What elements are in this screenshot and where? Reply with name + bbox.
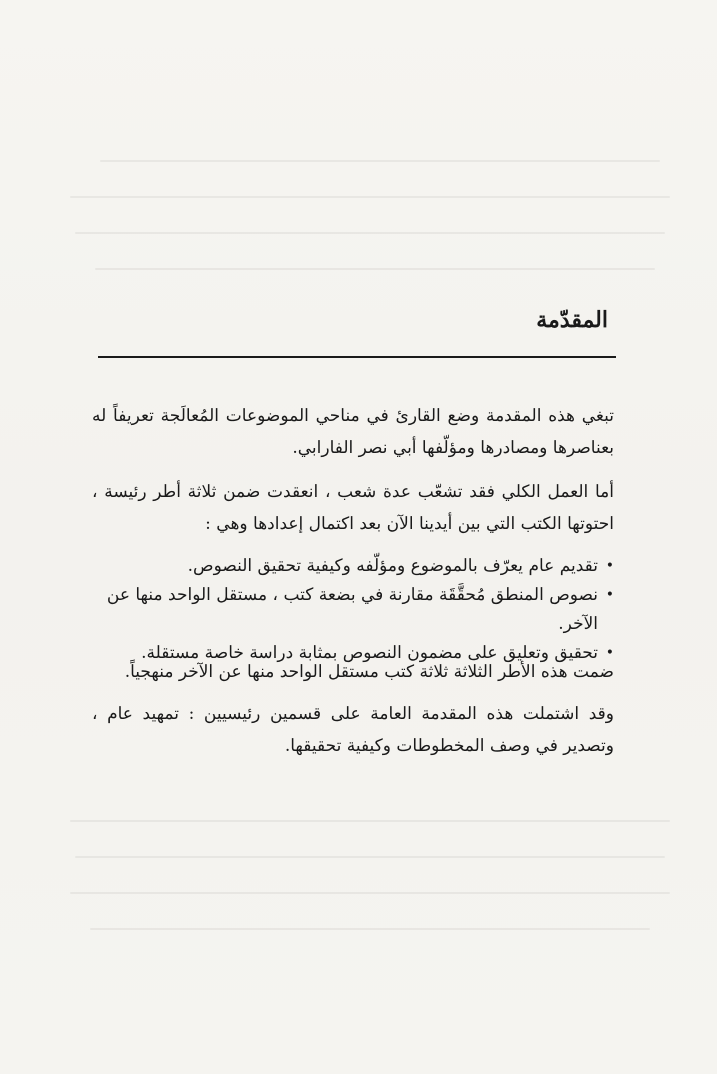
intro-paragraph: تبغي هذه المقدمة وضع القارئ في مناحي الموضوعات المُعالَجة تعريفاً له بعناصرها ومصادرها ومؤلّفها أبي نصر الفارابي.: [92, 406, 614, 458]
bleed-through-line: [70, 196, 670, 198]
bleed-through-line: [90, 928, 650, 930]
bullet-marker: •: [605, 558, 614, 574]
list-item: [92, 552, 614, 581]
bullet-marker: •: [605, 645, 614, 661]
section-title: المقدّمة: [536, 307, 608, 333]
bleed-through-line: [75, 232, 665, 234]
section-header: [88, 300, 616, 340]
structure-paragraph: وقد اشتملت هذه المقدمة العامة على قسمين رئيسيين : تمهيد عام ، وتصدير في وصف المخطوطات وكيفية تحقيقها.: [92, 704, 614, 756]
title-rule: [98, 356, 616, 358]
bleed-through-line: [75, 856, 665, 858]
list-item: [92, 581, 614, 639]
frameworks-paragraph: أما العمل الكلي فقد تشعّب عدة شعب ، انعقدت ضمن ثلاثة أطر رئيسة ، احتوتها الكتب التي بين أيدينا الآن بعد اكتمال إعدادها وهي :: [92, 482, 614, 534]
bleed-through-line: [100, 160, 660, 162]
list-item-text: نصوص المنطق مُحقَّقَة مقارنة في بضعة كتب ، مستقل الواحد منها عن الآخر.: [106, 585, 598, 634]
bleed-through-line: [95, 268, 655, 270]
list-item-text: تقديم عام يعرّف بالموضوع ومؤلّفه وكيفية تحقيق النصوص.: [187, 556, 598, 576]
bullet-marker: •: [605, 587, 614, 603]
list-item-text: تحقيق وتعليق على مضمون النصوص بمثابة دراسة خاصة مستقلة.: [141, 643, 598, 663]
bleed-through-line: [70, 820, 670, 822]
summary-paragraph: ضمت هذه الأطر الثلاثة ثلاثة كتب مستقل الواحد منها عن الآخر منهجياً.: [124, 662, 614, 682]
frameworks-list: [92, 552, 614, 668]
bleed-through-line: [70, 892, 670, 894]
